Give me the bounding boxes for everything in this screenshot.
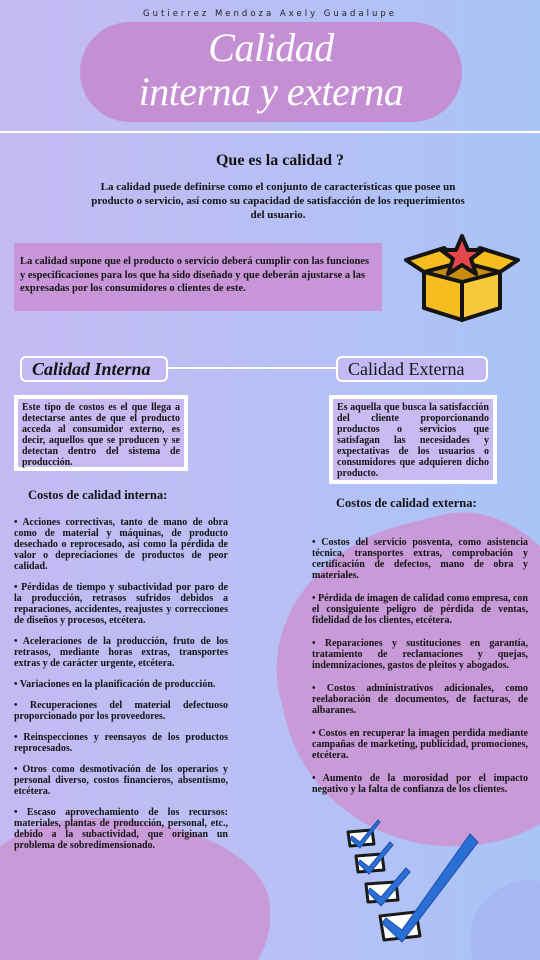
list-item: • Costos en recuperar la imagen perdida mediante campañas de marketing, publicidad, promociones, etcétera. (312, 728, 528, 761)
list-item: • Reparaciones y sustituciones en garantía, tratamiento de reclamaciones y quejas, indemnizaciones, gastos de pleitos y abogados. (312, 638, 528, 671)
external-costs-list (312, 537, 528, 807)
external-quality-title: Calidad Externa (336, 356, 488, 382)
page-title (80, 22, 462, 114)
list-item: • Aumento de la morosidad por el impacto negativo y la falta de confianza de los clientes. (312, 773, 528, 795)
title-line-2: interna y externa (138, 69, 404, 114)
external-definition: Es aquella que busca la satisfacción del cliente proporcionando productos o servicios que satisfagan las necesidades y expectativas de los usuarios o consumidores que adquieren dicho producto. (332, 398, 494, 481)
highlight-box (14, 243, 382, 311)
external-definition-box (329, 395, 497, 484)
list-item: • Escaso aprovechamiento de los recursos: materiales, plantas de producción, personal, etc., debido a la subactividad, que originan un problema de sobredimensionado. (14, 807, 228, 851)
list-item: • Reinspecciones y reensayos de los productos reprocesados. (14, 732, 228, 754)
list-item: • Costos del servicio posventa, como asistencia técnica, transportes extras, comprobación y certificación de defectos, mano de obra y materiales. (312, 537, 528, 581)
checklist-icon (338, 812, 488, 948)
list-item: • Acciones correctivas, tanto de mano de obra como de material y máquinas, de producto desechado o reprocesado, así como la pérdida de valor o depreciaciones de productos de peor calidad. (14, 517, 228, 572)
author-name: Gutierrez Mendoza Axely Guadalupe (143, 9, 397, 19)
list-item: • Pérdida de imagen de calidad como empresa, con el consiguiente peligro de pérdida de ventas, fidelidad de los clientes, etcétera. (312, 593, 528, 626)
highlight-text: La calidad supone que el producto o servicio deberá cumplir con las funciones y especificaciones para los que ha sido diseñado y que deberán ajustarse a las expresadas por los consumidores o clientes de este. (20, 256, 370, 294)
internal-quality-title: Calidad Interna (20, 356, 168, 382)
intro-text: La calidad puede definirse como el conjunto de características que posee un producto o servicio, así como su capacidad de satisfacción de los requerimientos del usuario. (91, 181, 465, 221)
list-item: • Pérdidas de tiempo y subactividad por paro de la producción, retrasos sufridos debidos a reparaciones, accidentes, reajustes y correcciones de diseños y procesos, etcétera. (14, 582, 228, 626)
internal-definition: Este tipo de costos es el que llega a detectarse antes de que el producto acceda al consumidor externo, es decir, aquellos que se producen y se detectan dentro del sistema de producción. (17, 398, 185, 468)
gift-box-star-icon (400, 210, 524, 326)
list-item: • Otros como desmotivación de los operarios y personal diverso, costos financieros, absentismo, etcétera. (14, 764, 228, 797)
list-item: • Variaciones en la planificación de producción. (14, 679, 228, 690)
internal-costs-title: Costos de calidad interna: (28, 488, 168, 502)
external-costs-title: Costos de calidad externa: (336, 496, 477, 510)
header-divider (0, 131, 540, 133)
intro-heading: Que es la calidad ? (215, 152, 344, 169)
internal-definition-box (14, 395, 188, 471)
list-item: • Recuperaciones del material defectuoso proporcionado por los proveedores. (14, 700, 228, 722)
list-item: • Costos administrativos adicionales, como reelaboración de documentos, de facturas, de albaranes. (312, 683, 528, 716)
list-item: • Aceleraciones de la producción, fruto de los retrasos, mediante horas extras, transportes extras y de carácter urgente, etcétera. (14, 636, 228, 669)
section-connector (168, 367, 336, 369)
internal-costs-list (14, 517, 228, 861)
title-line-1: Calidad (208, 25, 334, 70)
